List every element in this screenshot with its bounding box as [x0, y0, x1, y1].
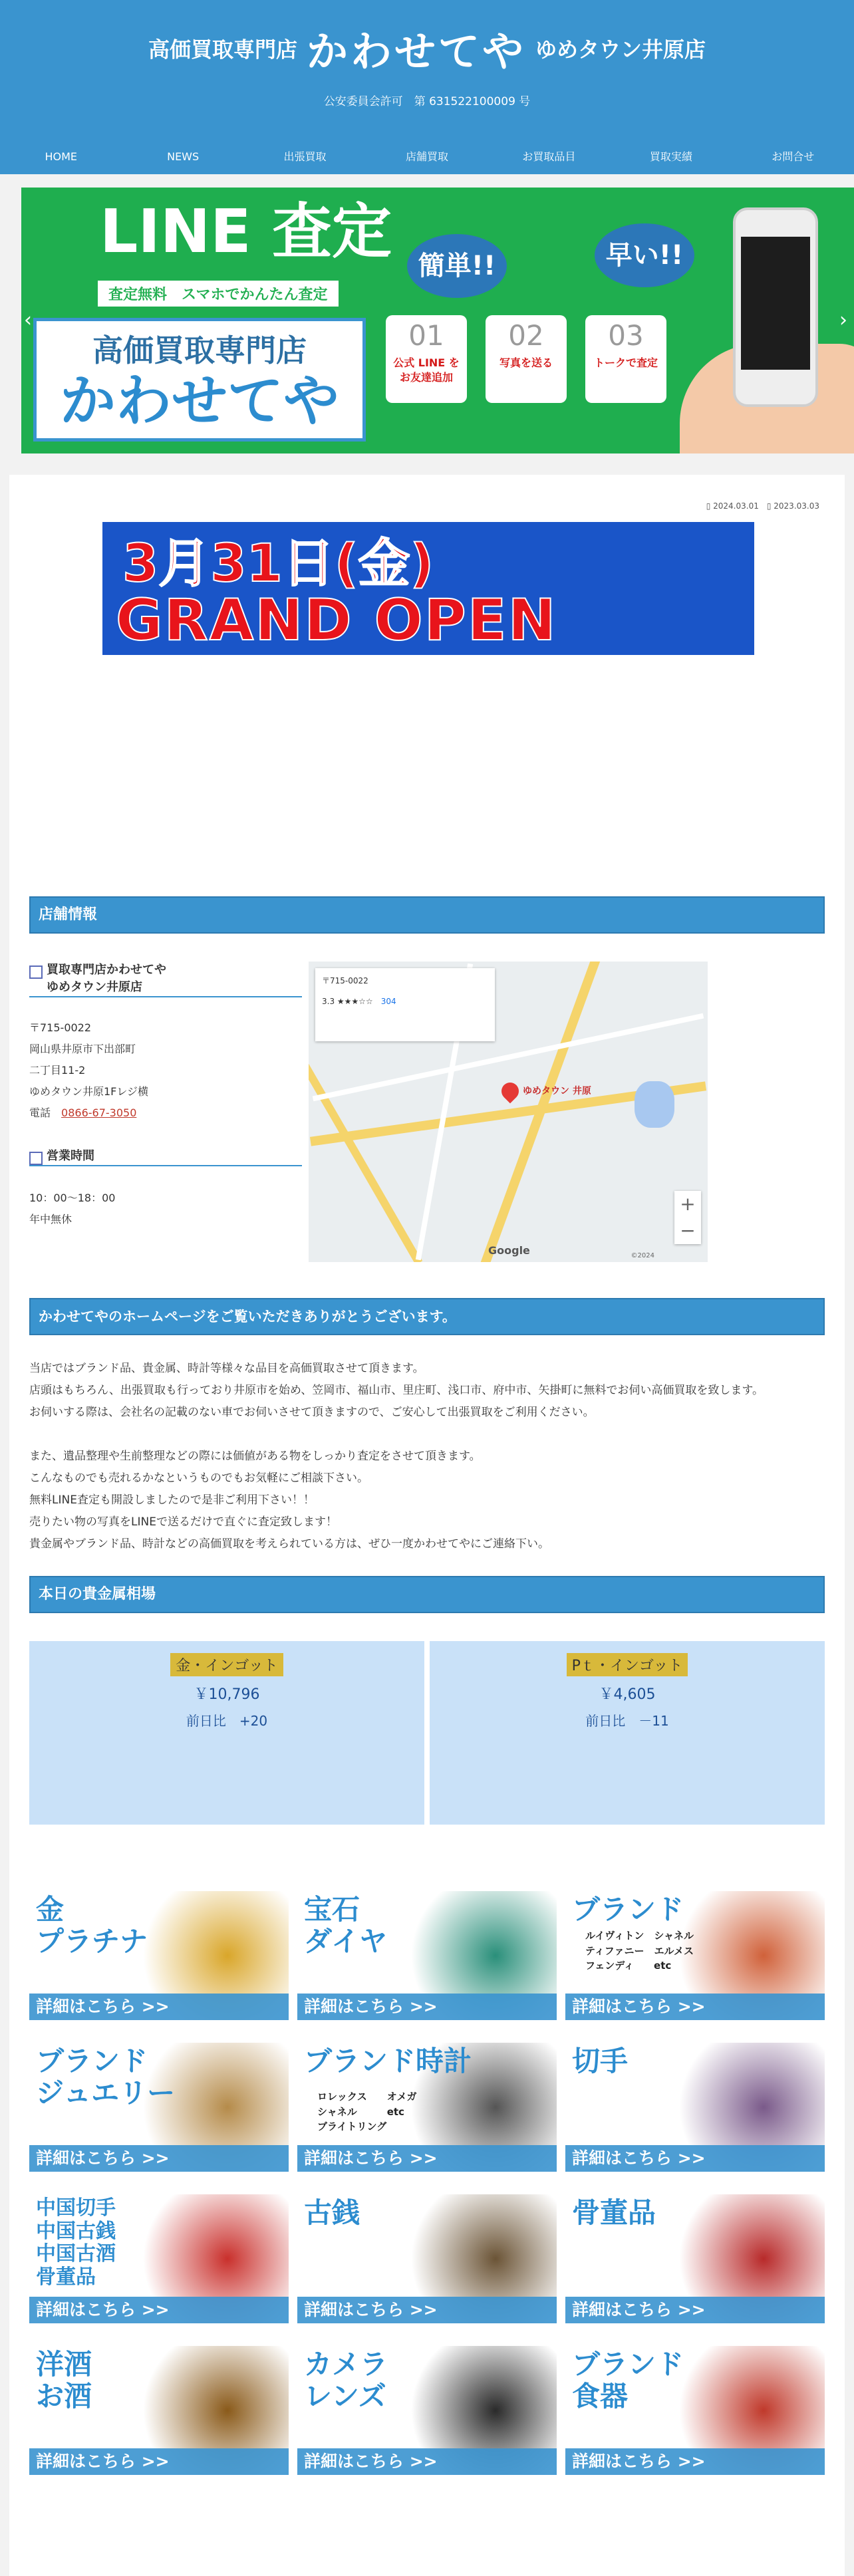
- tel-link[interactable]: 0866-67-3050: [61, 1106, 137, 1119]
- category-subtitle: ロレックス オメガ シャネル etc ブライトリング: [317, 2091, 417, 2132]
- welcome-line: 貴金属やブランド品、時計などの高価買取を考えられている方は、ぜひ一度かわせてやにご連絡下い。: [29, 1537, 549, 1551]
- nav-item-items[interactable]: お買取品目: [522, 150, 576, 163]
- category-detail-link[interactable]: 詳細はこちら >>: [29, 1994, 289, 2020]
- updated-date: 2023.03.03: [774, 501, 819, 511]
- address-line: 〒715-0022: [29, 1021, 92, 1034]
- main-content: [9, 475, 845, 2576]
- zoom-out-icon[interactable]: −: [680, 1220, 696, 1241]
- map-card-zip: 〒715-0022: [322, 976, 368, 985]
- metal-diff: 前日比 +20: [186, 1713, 268, 1729]
- step-3: [585, 315, 666, 403]
- store-info-heading: 店舗情報: [29, 896, 825, 934]
- metal-price: ￥10,796: [194, 1686, 260, 1703]
- category-title: カメラ レンズ: [304, 2348, 388, 2413]
- welcome-line: お伺いする際は、会社名の記載のない車でお伺いさせて頂きますので、ご安心して出張買取をご利用ください。: [29, 1406, 595, 1419]
- step-1: [386, 315, 467, 403]
- category-detail-link[interactable]: 詳細はこちら >>: [29, 2297, 289, 2323]
- step-number: 03: [608, 319, 644, 352]
- line-tagline: 査定無料 スマホでかんたん査定: [98, 281, 339, 307]
- category-tile-camera-lens[interactable]: [297, 2346, 557, 2475]
- store-address: [29, 1017, 148, 1124]
- header-branch: ゆめタウン井原店: [535, 37, 706, 63]
- category-detail-link[interactable]: 詳細はこちら >>: [565, 1994, 825, 2020]
- category-title: ブランド時計: [304, 2045, 472, 2077]
- welcome-line: こんなものでも売れるかなというものでもお気軽にご相談下さい。: [29, 1472, 368, 1485]
- welcome-line: 当店ではブランド品、貴金属、時計等様々な品目を高価買取させて頂きます。: [29, 1362, 424, 1375]
- slider-prev-icon[interactable]: ‹: [24, 309, 32, 332]
- category-title: 中国切手 中国古銭 中国古酒 骨董品: [36, 2196, 116, 2289]
- metal-prices-heading: 本日の貴金属相場: [29, 1576, 825, 1613]
- nav-item-contact[interactable]: お問合せ: [772, 150, 815, 163]
- category-detail-link[interactable]: 詳細はこちら >>: [297, 1994, 557, 2020]
- category-subtitle: ルイヴィトン シャネル ティファニー エルメス フェンディ etc: [585, 1930, 694, 1972]
- category-detail-link[interactable]: 詳細はこちら >>: [565, 2297, 825, 2323]
- category-detail-link[interactable]: 詳細はこちら >>: [297, 2297, 557, 2323]
- address-line: 二丁目11-2: [29, 1064, 86, 1077]
- tel-label: 電話: [29, 1106, 51, 1119]
- category-title: 洋酒 お酒: [36, 2348, 92, 2413]
- site-header: [0, 0, 854, 174]
- google-logo: Google: [488, 1244, 530, 1257]
- map-card-reviews[interactable]: 304: [380, 997, 396, 1006]
- platinum-price-card: [430, 1641, 825, 1825]
- main-nav: [0, 140, 854, 174]
- step-number: 02: [508, 319, 544, 352]
- address-line: ゆめタウン井原1Fレジ横: [29, 1085, 148, 1098]
- category-title: 切手: [572, 2045, 629, 2077]
- bubble-easy: 簡単!!: [407, 234, 507, 298]
- category-detail-link[interactable]: 詳細はこちら >>: [565, 2145, 825, 2172]
- store-hours: [29, 1188, 115, 1230]
- category-title: 金 プラチナ: [36, 1893, 148, 1958]
- map-pin-icon[interactable]: [498, 1079, 523, 1104]
- category-detail-link[interactable]: 詳細はこちら >>: [565, 2448, 825, 2475]
- published-date: 2024.03.01: [713, 501, 759, 511]
- category-tile-chinese-antiques[interactable]: [29, 2194, 289, 2323]
- map-place-card[interactable]: [315, 968, 495, 1041]
- line-title: LINE 査定: [100, 197, 392, 267]
- category-tile-brand-tableware[interactable]: [565, 2346, 825, 2475]
- category-tile-brand-watch[interactable]: [297, 2043, 557, 2172]
- welcome-line: 無料LINE査定も開設しましたので是非ご利用下さい！！: [29, 1493, 315, 1507]
- nav-item-visit-purchase[interactable]: 出張買取: [283, 150, 327, 163]
- map-card-rating: 3.3 ★★★☆☆: [322, 997, 373, 1006]
- category-detail-link[interactable]: 詳細はこちら >>: [297, 2145, 557, 2172]
- store-name: 買取専門店かわせてや ゆめタウン井原店: [29, 962, 302, 997]
- grand-open-banner: [102, 522, 754, 655]
- category-tile-brand[interactable]: [565, 1891, 825, 2020]
- category-tile-stamps[interactable]: [565, 2043, 825, 2172]
- nav-item-news[interactable]: NEWS: [167, 150, 200, 163]
- header-subtitle: 高価買取専門店: [148, 37, 297, 63]
- map-credit: ©2024: [631, 1252, 654, 1259]
- welcome-line: 売りたい物の写真をLINEで送るだけで直ぐに査定致します！: [29, 1515, 337, 1529]
- category-tile-gem-diamond[interactable]: [297, 1891, 557, 2020]
- grand-open-date: 3月31日(金): [122, 534, 434, 594]
- nav-item-home[interactable]: HOME: [45, 150, 77, 163]
- zoom-in-icon[interactable]: +: [680, 1193, 696, 1215]
- shop-logo-box: [33, 318, 366, 442]
- welcome-heading: かわせてやのホームページをご覧いただきありがとうございます。: [29, 1298, 825, 1335]
- metal-diff: 前日比 －11: [585, 1713, 669, 1729]
- category-tile-brand-jewelry[interactable]: [29, 2043, 289, 2172]
- step-label: トークで査定: [593, 356, 658, 369]
- category-title: 古銭: [304, 2196, 360, 2229]
- category-tile-old-coins[interactable]: [297, 2194, 557, 2323]
- category-tile-antiques[interactable]: [565, 2194, 825, 2323]
- category-tile-liquor[interactable]: [29, 2346, 289, 2475]
- hours-closed: 年中無休: [29, 1213, 72, 1225]
- category-detail-link[interactable]: 詳細はこちら >>: [297, 2448, 557, 2475]
- category-title: ブランド: [572, 1893, 684, 1926]
- line-banner-slider[interactable]: [21, 188, 854, 453]
- step-label: 公式 LINE を お友達追加: [393, 356, 460, 384]
- shop-line1: 高価買取専門店: [92, 332, 307, 368]
- map-zoom-control[interactable]: [674, 1191, 701, 1244]
- shop-line2: かわせてや: [59, 368, 339, 434]
- category-title: 骨董品: [572, 2196, 656, 2229]
- license-text: 公安委員会許可 第 631522100009 号: [323, 95, 531, 108]
- category-title: ブランド ジュエリー: [36, 2045, 176, 2110]
- welcome-line: また、遺品整理や生前整理などの際には価値がある物をしっかり査定をさせて頂きます。: [29, 1450, 481, 1463]
- hours-heading: 営業時間: [29, 1148, 302, 1166]
- bubble-fast: 早い!!: [595, 223, 694, 287]
- category-tile-gold-platinum[interactable]: [29, 1891, 289, 2020]
- step-label: 写真を送る: [499, 356, 553, 369]
- slider-next-icon[interactable]: ›: [839, 309, 847, 332]
- nav-item-store-purchase[interactable]: 店舗買取: [405, 150, 448, 163]
- grand-open-text: GRAND OPEN: [116, 587, 557, 654]
- metal-name: Pｔ・インゴット: [567, 1653, 688, 1676]
- step-2: [486, 315, 567, 403]
- hours-line: 10：00〜18：00: [29, 1192, 116, 1204]
- metal-name: 金・インゴット: [170, 1653, 283, 1676]
- category-title: 宝石 ダイヤ: [304, 1893, 388, 1958]
- post-dates: ▯ 2024.03.01 ▯ 2023.03.03: [706, 501, 819, 511]
- welcome-line: 店頭はもちろん、出張買取も行っており井原市を始め、笠岡市、福山市、里庄町、浅口市、府中市、矢掛町に無料でお伺い高価買取を致します。: [29, 1384, 764, 1397]
- nav-item-results[interactable]: 買取実績: [649, 150, 692, 163]
- metal-price: ￥4,605: [599, 1686, 656, 1703]
- step-number: 01: [408, 319, 444, 352]
- map-pin-label: ゆめタウン 井原: [523, 1086, 591, 1096]
- category-title: ブランド 食器: [572, 2348, 684, 2413]
- gold-price-card: [29, 1641, 424, 1825]
- smartphone-icon: [733, 207, 818, 407]
- welcome-text: [29, 1358, 764, 1555]
- category-detail-link[interactable]: 詳細はこちら >>: [29, 2145, 289, 2172]
- site-logo[interactable]: かわせてや: [306, 27, 526, 76]
- category-detail-link[interactable]: 詳細はこちら >>: [29, 2448, 289, 2475]
- google-map[interactable]: [309, 962, 708, 1262]
- address-line: 岡山県井原市下出部町: [29, 1043, 136, 1055]
